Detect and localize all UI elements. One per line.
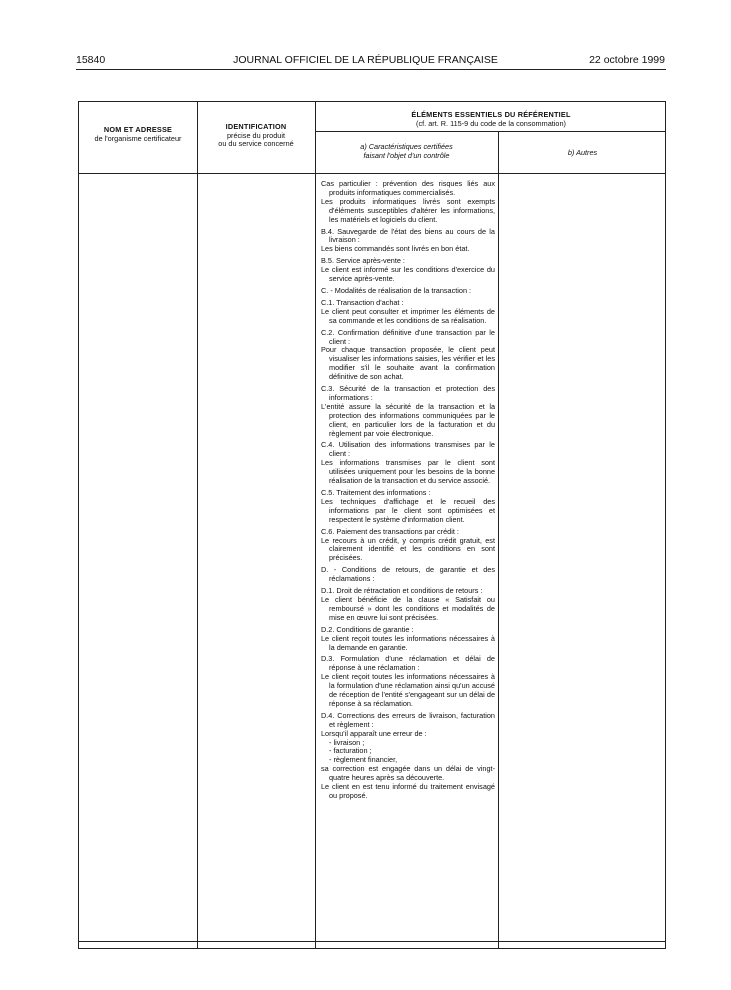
paragraph: Le client en est tenu informé du traitement envisagé ou proposé. xyxy=(321,782,495,800)
col-header-line: de l'organisme certificateur xyxy=(94,133,182,143)
referentiel-table xyxy=(78,101,666,949)
paragraph: D.1. Droit de rétractation et conditions de retours : xyxy=(321,586,483,596)
referentiel-block xyxy=(321,587,495,623)
referentiel-block xyxy=(321,287,495,296)
paragraph: Le client reçoit toutes les informations nécessaires à la formulation d'une réclamation ainsi qu'un accusé de réception de l'entité s'engageant sur un délai de réponse à sa réclamation. xyxy=(321,672,495,708)
referentiel-block xyxy=(321,180,495,225)
paragraph: Les produits informatiques livrés sont exempts d'éléments susceptibles d'altérer les informations, les matériels et logiciels du client. xyxy=(321,196,495,224)
referentiel-block xyxy=(321,257,495,284)
caracteristiques-column xyxy=(321,180,495,804)
referentiel-block xyxy=(321,528,495,564)
list-item: - facturation ; xyxy=(329,746,372,756)
col-header-identification xyxy=(197,123,315,149)
paragraph: C.4. Utilisation des informations transmises par le client : xyxy=(321,440,495,459)
paragraph: Le client reçoit toutes les informations nécessaires à la demande en garantie. xyxy=(321,633,495,652)
paragraph: D.4. Corrections des erreurs de livraison, facturation et règlement : xyxy=(321,710,495,729)
col-header-line: IDENTIFICATION xyxy=(225,122,287,131)
paragraph: Pour chaque transaction proposée, le client peut visualiser les informations saisies, les vérifier et les modifier s'il le souhaite avant la confirmation définitive de son achat. xyxy=(321,345,495,382)
paragraph: Les techniques d'affichage et le recueil des informations par le client sont optimisées et respectent le système d'information client. xyxy=(321,496,495,524)
col-header-organisme xyxy=(79,126,197,143)
paragraph: L'entité assure la sécurité de la transaction et la protection des informations communiquées par le client, en particulier lors de la facturation et du règlement par voie électronique. xyxy=(321,401,495,438)
subheader-a xyxy=(315,143,498,160)
referentiel-block xyxy=(321,441,495,486)
referentiel-block xyxy=(321,566,495,584)
column-divider xyxy=(315,102,316,948)
paragraph: C.2. Confirmation définitive d'une transaction par le client : xyxy=(321,327,495,346)
list-item: - livraison ; xyxy=(329,737,365,747)
paragraph: C.3. Sécurité de la transaction et protection des informations : xyxy=(321,384,495,402)
paragraph: Le client est informé sur les conditions d'exercice du service après-vente. xyxy=(321,265,495,284)
paragraph: Lorsqu'il apparaît une erreur de : xyxy=(321,728,427,738)
page-number: 15840 xyxy=(76,54,106,66)
paragraph: C. - Modalités de réalisation de la transaction : xyxy=(321,285,472,295)
paragraph: B.4. Sauvegarde de l'état des biens au cours de la livraison : xyxy=(321,226,495,245)
paragraph: C.1. Transaction d'achat : xyxy=(321,297,404,307)
col-header-line: ou du service concerné xyxy=(218,139,294,149)
paragraph: Les informations transmises par le client sont utilisées uniquement pour les besoins de la bonne réalisation de la transaction et du service associé. xyxy=(321,458,495,486)
referentiel-block xyxy=(321,329,495,382)
column-divider xyxy=(498,131,499,948)
publication-date: 22 octobre 1999 xyxy=(589,54,665,66)
column-divider xyxy=(197,102,198,948)
header-bottom-rule xyxy=(79,173,665,174)
referentiel-block xyxy=(321,228,495,255)
referentiel-block xyxy=(321,385,495,438)
paragraph: Le recours à un crédit, y compris crédit gratuit, est clairement identifié et les conditions en sont précisées. xyxy=(321,535,495,563)
paragraph: Les biens commandés sont livrés en bon état. xyxy=(321,244,470,254)
header-divider xyxy=(315,131,665,132)
col-header-line: NOM ET ADRESSE xyxy=(103,125,173,134)
referentiel-block xyxy=(321,489,495,525)
header-rule xyxy=(76,69,666,70)
referentiel-block xyxy=(321,712,495,801)
col-header-line: précise du produit xyxy=(226,130,285,140)
journal-title: JOURNAL OFFICIEL DE LA RÉPUBLIQUE FRANÇAISE xyxy=(233,54,498,66)
col-header-title: ÉLÉMENTS ESSENTIELS DU RÉFÉRENTIEL xyxy=(411,110,571,119)
paragraph: Le client peut consulter et imprimer les éléments de sa commande et les conditions de sa réalisation. xyxy=(321,306,495,325)
referentiel-block xyxy=(321,626,495,653)
referentiel-block xyxy=(321,655,495,708)
paragraph: C.6. Paiement des transactions par crédit : xyxy=(321,526,459,536)
paragraph: B.5. Service après-vente : xyxy=(321,256,405,266)
referentiel-block xyxy=(321,299,495,326)
col-header-elements xyxy=(315,111,667,128)
col-header-subtitle: (cf. art. R. 115-9 du code de la consommation) xyxy=(416,118,566,128)
list-item: - règlement financier, xyxy=(329,755,398,765)
paragraph: D.3. Formulation d'une réclamation et délai de réponse à une réclamation : xyxy=(321,654,495,673)
paragraph: D. - Conditions de retours, de garantie et des réclamations : xyxy=(321,565,495,584)
paragraph: C.5. Traitement des informations : xyxy=(321,488,431,497)
paragraph: Le client bénéficie de la clause « Satisfait ou remboursé » dont les conditions et modalités de mise en œuvre lui sont précisées. xyxy=(321,594,495,622)
paragraph: D.2. Conditions de garantie : xyxy=(321,624,414,634)
paragraph: sa correction est engagée dans un délai de vingt-quatre heures après sa découverte. xyxy=(321,764,495,783)
subheader-line: a) Caractéristiques certifiées xyxy=(360,142,453,151)
paragraph: Cas particulier : prévention des risques liés aux produits informatiques commercialisés. xyxy=(321,179,495,197)
subheader-line: faisant l'objet d'un contrôle xyxy=(363,150,450,160)
table-bottom-rule xyxy=(79,941,665,942)
subheader-b: b) Autres xyxy=(567,148,598,157)
